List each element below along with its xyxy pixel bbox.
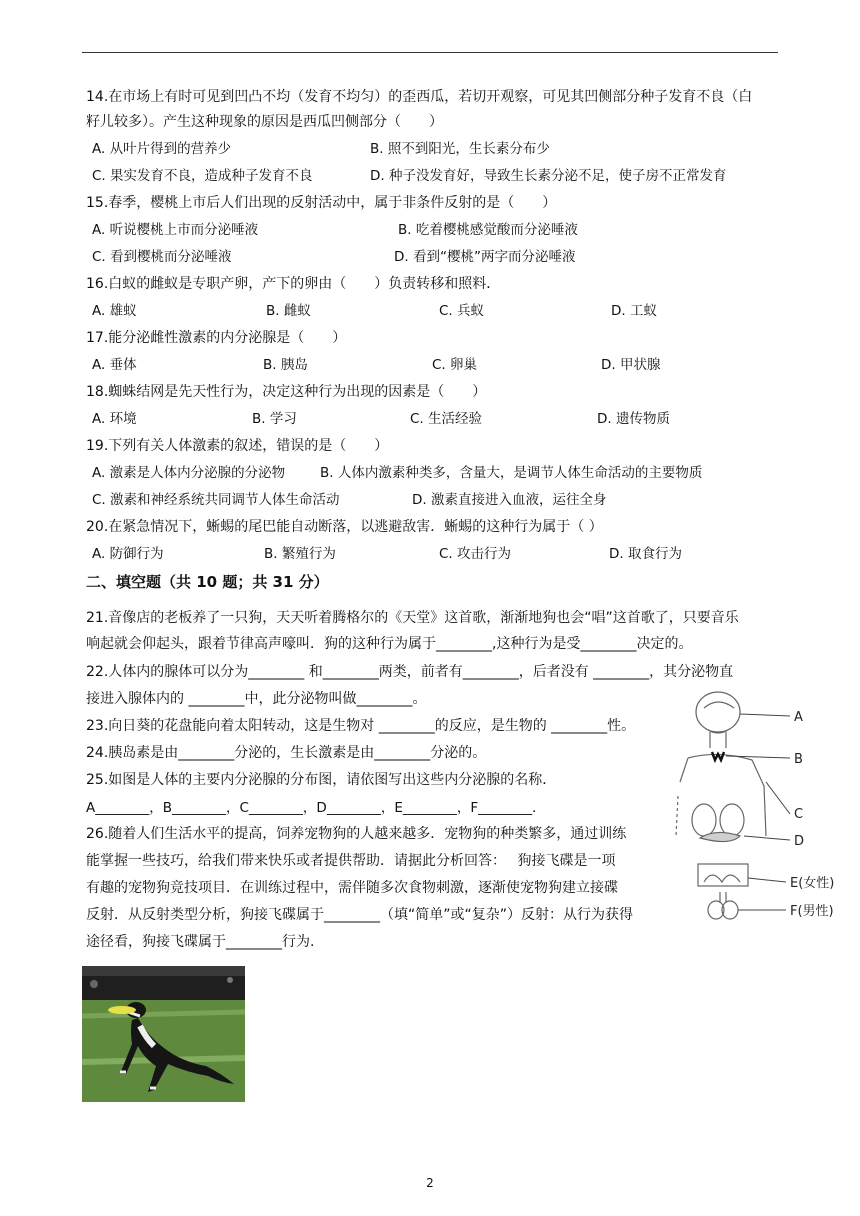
torso-outline: [688, 754, 766, 836]
q20-option-a: A. 防御行为: [92, 546, 164, 562]
q20-option-d: D. 取食行为: [609, 546, 682, 562]
q18-option-a: A. 环境: [92, 411, 137, 427]
q14-option-b: B. 照不到阳光，生长素分布少: [370, 141, 550, 157]
q18-option-c: C. 生活经验: [410, 411, 483, 427]
q21-stem-line1: 21.音像店的老板养了一只狗，天天听着腾格尔的《天堂》这首歌，渐渐地狗也会“唱”这首歌了，只要音乐: [86, 610, 739, 626]
q16-option-a: A. 雄蚁: [92, 303, 137, 319]
header-rule: [82, 52, 778, 53]
q19-option-b: B. 人体内激素种类多，含量大，是调节人体生命活动的主要物质: [320, 465, 703, 481]
q15-option-d: D. 看到“樱桃”两字而分泌唾液: [394, 249, 576, 265]
q15-option-c: C. 看到樱桃而分泌唾液: [92, 249, 232, 265]
neck-outline: [710, 732, 726, 748]
q14-option-c: C. 果实发育不良，造成种子发育不良: [92, 168, 313, 184]
q16-option-c: C. 兵蚁: [439, 303, 485, 319]
dog-frisbee-photo: [82, 966, 245, 1102]
leader-a: [740, 714, 790, 716]
q22-stem-line2: 接进入腺体内的 ________中，此分泌物叫做________。: [86, 691, 427, 707]
label-a: A: [794, 710, 803, 725]
label-d: D: [794, 834, 805, 849]
q16-option-d: D. 工蚁: [611, 303, 657, 319]
leader-e: [748, 878, 786, 882]
pancreas-shape: [700, 832, 740, 841]
q17-stem: 17.能分泌雌性激素的内分泌腺是（ ）: [86, 330, 347, 346]
q19-option-d: D. 激素直接进入血液，运往全身: [412, 492, 607, 508]
q26-stem-line3: 有趣的宠物狗竞技项目．在训练过程中，需伴随多次食物刺激，逐渐使宠物狗建立接碟: [86, 880, 618, 896]
q20-option-c: C. 攻击行为: [439, 546, 512, 562]
pelvis-outline: [698, 864, 748, 886]
q17-option-b: B. 胰岛: [263, 357, 308, 373]
q18-stem: 18.蜘蛛结网是先天性行为，决定这种行为出现的因素是（ ）: [86, 384, 487, 400]
label-f: F(男性): [790, 904, 834, 919]
thyroid-mark: [712, 752, 724, 760]
q25-blanks: A________，B________，C________，D________，E________，F________．: [86, 800, 546, 816]
q19-option-a: A. 激素是人体内分泌腺的分泌物: [92, 465, 286, 481]
q14-stem-line2: 籽儿较多）。产生这种现象的原因是西瓜凹侧部分（ ）: [86, 114, 443, 130]
endocrine-gland-diagram: [668, 686, 848, 926]
frisbee-shape: [108, 1006, 136, 1014]
q26-stem-line2: 能掌握一些技巧，给我们带来快乐或者提供帮助．请据此分析回答： 狗接飞碟是一项: [86, 853, 616, 869]
q14-option-a: A. 从叶片得到的营养少: [92, 141, 232, 157]
q16-option-b: B. 雌蚁: [266, 303, 311, 319]
q14-option-d: D. 种子没发育好，导致生长素分泌不足，使子房不正常发育: [370, 168, 727, 184]
q25-stem: 25.如图是人体的主要内分泌腺的分布图，请依图写出这些内分泌腺的名称．: [86, 772, 557, 788]
q20-option-b: B. 繁殖行为: [264, 546, 336, 562]
q21-stem-line2: 响起就会仰起头，跟着节律高声嚎叫．狗的这种行为属于________,这种行为是受________决定的。: [86, 636, 693, 652]
q19-option-c: C. 激素和神经系统共同调节人体生命活动: [92, 492, 340, 508]
label-b: B: [794, 752, 803, 767]
brain-outline: [704, 702, 734, 708]
leader-c: [766, 782, 790, 814]
section-heading-fill-in: 二、填空题（共 10 题；共 31 分）: [86, 573, 329, 591]
q16-stem: 16.白蚁的雌蚁是专职产卵，产下的卵由（ ）负责转移和照料．: [86, 276, 501, 292]
q15-option-b: B. 吃着樱桃感觉酸而分泌唾液: [398, 222, 578, 238]
q22-stem-line1: 22.人体内的腺体可以分为________ 和________两类，前者有________，后者没有 ________，其分泌物直: [86, 664, 734, 680]
q19-stem: 19.下列有关人体激素的叙述，错误的是（ ）: [86, 438, 389, 454]
kidney-left: [692, 804, 716, 836]
leader-b: [726, 756, 790, 758]
q17-option-d: D. 甲状腺: [601, 357, 661, 373]
q18-option-d: D. 遗传物质: [597, 411, 670, 427]
q17-option-c: C. 卵巢: [432, 357, 478, 373]
q14-stem-line1: 14.在市场上有时可见到凹凸不均（发育不均匀）的歪西瓜，若切开观察，可见其凹侧部分种子发育不良（白: [86, 89, 753, 105]
q23-stem: 23.向日葵的花盘能向着太阳转动，这是生物对 ________的反应，是生物的 ________性。: [86, 718, 636, 734]
q15-stem: 15.春季，樱桃上市后人们出现的反射活动中，属于非条件反射的是（ ）: [86, 195, 557, 211]
head-outline: [696, 692, 740, 732]
q24-stem: 24.胰岛素是由________分泌的，生长激素是由________分泌的。: [86, 745, 487, 761]
q26-stem-line5: 途径看，狗接飞碟属于________行为.: [86, 934, 315, 950]
q26-stem-line1: 26.随着人们生活水平的提高，饲养宠物狗的人越来越多．宠物狗的种类繁多，通过训练: [86, 826, 627, 842]
page-number: 2: [426, 1176, 434, 1190]
q20-stem: 20.在紧急情况下，蜥蜴的尾巴能自动断落，以逃避敌害．蜥蜴的这种行为属于（ ）: [86, 519, 603, 535]
q26-stem-line4: 反射．从反射类型分析，狗接飞碟属于________（填“简单”或“复杂”）反射：从行为获得: [86, 907, 634, 923]
q17-option-a: A. 垂体: [92, 357, 137, 373]
kidney-right: [720, 804, 744, 836]
label-c: C: [794, 807, 804, 822]
leader-d: [744, 836, 790, 840]
q18-option-b: B. 学习: [252, 411, 297, 427]
label-e: E(女性): [790, 876, 835, 891]
q15-option-a: A. 听说樱桃上市而分泌唾液: [92, 222, 259, 238]
